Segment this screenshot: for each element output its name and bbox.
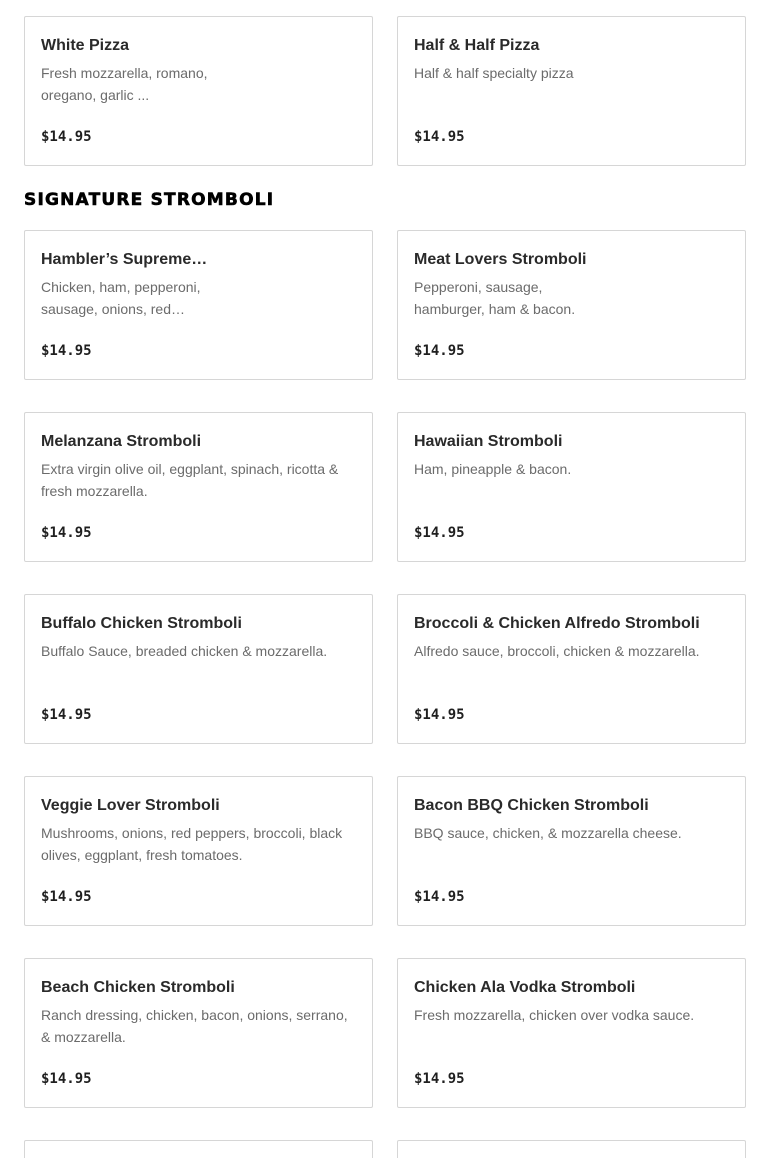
menu-item-price: $14.95 [41, 889, 92, 905]
menu-item-description: Fresh mozzarella, romano, oregano, garlic ... [41, 65, 208, 103]
menu-item-description: BBQ sauce, chicken, & mozzarella cheese. [414, 825, 682, 841]
menu-item-name: Bacon BBQ Chicken Stromboli [414, 797, 649, 814]
menu-item-card-beach-chicken-stromboli[interactable] [24, 958, 373, 1108]
menu-item-name: Veggie Lover Stromboli [41, 797, 220, 814]
menu-item-card-veggie-lover-stromboli[interactable] [24, 776, 373, 926]
menu-item-price: $14.95 [41, 1071, 92, 1087]
menu-item-card-half-half-pizza[interactable] [397, 16, 746, 166]
menu-item-name: Buffalo Chicken Stromboli [41, 615, 242, 632]
stromboli-items-grid [24, 230, 746, 1158]
menu-item-card-meat-lovers-stromboli[interactable] [397, 230, 746, 380]
menu-item-card-hamblers-supreme[interactable] [24, 230, 373, 380]
menu-item-card-melanzana-stromboli[interactable] [24, 412, 373, 562]
menu-item-description: Chicken, ham, pepperoni, sausage, onions, red… [41, 279, 201, 317]
menu-item-name: Broccoli & Chicken Alfredo Stromboli [414, 615, 700, 632]
menu-item-card-bacon-bbq-chicken-stromboli[interactable] [397, 776, 746, 926]
menu-item-price: $14.95 [414, 525, 465, 541]
menu-item-name: Hambler’s Supreme… [41, 251, 208, 268]
menu-item-description: Half & half specialty pizza [414, 65, 574, 81]
menu-item-price: $14.95 [414, 343, 465, 359]
menu-item-card-partial[interactable] [397, 1140, 746, 1158]
menu-item-description: Ranch dressing, chicken, bacon, onions, serrano, & mozzarella. [41, 1007, 348, 1045]
menu-item-description: Extra virgin olive oil, eggplant, spinach, ricotta & fresh mozzarella. [41, 461, 339, 499]
menu-item-price: $14.95 [41, 525, 92, 541]
menu-item-name: Beach Chicken Stromboli [41, 979, 235, 996]
menu-item-card-hawaiian-stromboli[interactable] [397, 412, 746, 562]
menu-item-description: Fresh mozzarella, chicken over vodka sauce. [414, 1007, 695, 1023]
menu-item-description: Alfredo sauce, broccoli, chicken & mozzarella. [414, 643, 700, 659]
menu-item-price: $14.95 [414, 889, 465, 905]
menu-item-card-chicken-ala-vodka-stromboli[interactable] [397, 958, 746, 1108]
menu-item-description: Ham, pineapple & bacon. [414, 461, 572, 477]
pizza-items-grid [24, 16, 746, 166]
menu-item-name: Meat Lovers Stromboli [414, 251, 587, 268]
menu-item-price: $14.95 [41, 343, 92, 359]
menu-item-name: Melanzana Stromboli [41, 433, 202, 450]
section-heading-signature-stromboli: SIGNATURE STROMBOLI [24, 190, 275, 210]
menu-item-card-partial[interactable] [24, 1140, 373, 1158]
menu-item-name: Half & Half Pizza [414, 37, 540, 54]
menu-item-price: $14.95 [414, 129, 465, 145]
menu-item-name: Hawaiian Stromboli [414, 433, 563, 450]
menu-item-price: $14.95 [414, 707, 465, 723]
menu-item-description: Mushrooms, onions, red peppers, broccoli, black olives, eggplant, fresh tomatoes. [41, 825, 343, 863]
menu-item-card-white-pizza[interactable] [24, 16, 373, 166]
menu-item-description: Buffalo Sauce, breaded chicken & mozzarella. [41, 643, 328, 659]
menu-item-price: $14.95 [41, 707, 92, 723]
menu-item-name: Chicken Ala Vodka Stromboli [414, 979, 636, 996]
menu-item-card-broccoli-chicken-alfredo-stromboli[interactable] [397, 594, 746, 744]
menu-item-price: $14.95 [41, 129, 92, 145]
menu-item-card-buffalo-chicken-stromboli[interactable] [24, 594, 373, 744]
menu-item-price: $14.95 [414, 1071, 465, 1087]
menu-item-name: White Pizza [41, 37, 130, 54]
menu-item-description: Pepperoni, sausage, hamburger, ham & bacon. [414, 279, 576, 317]
